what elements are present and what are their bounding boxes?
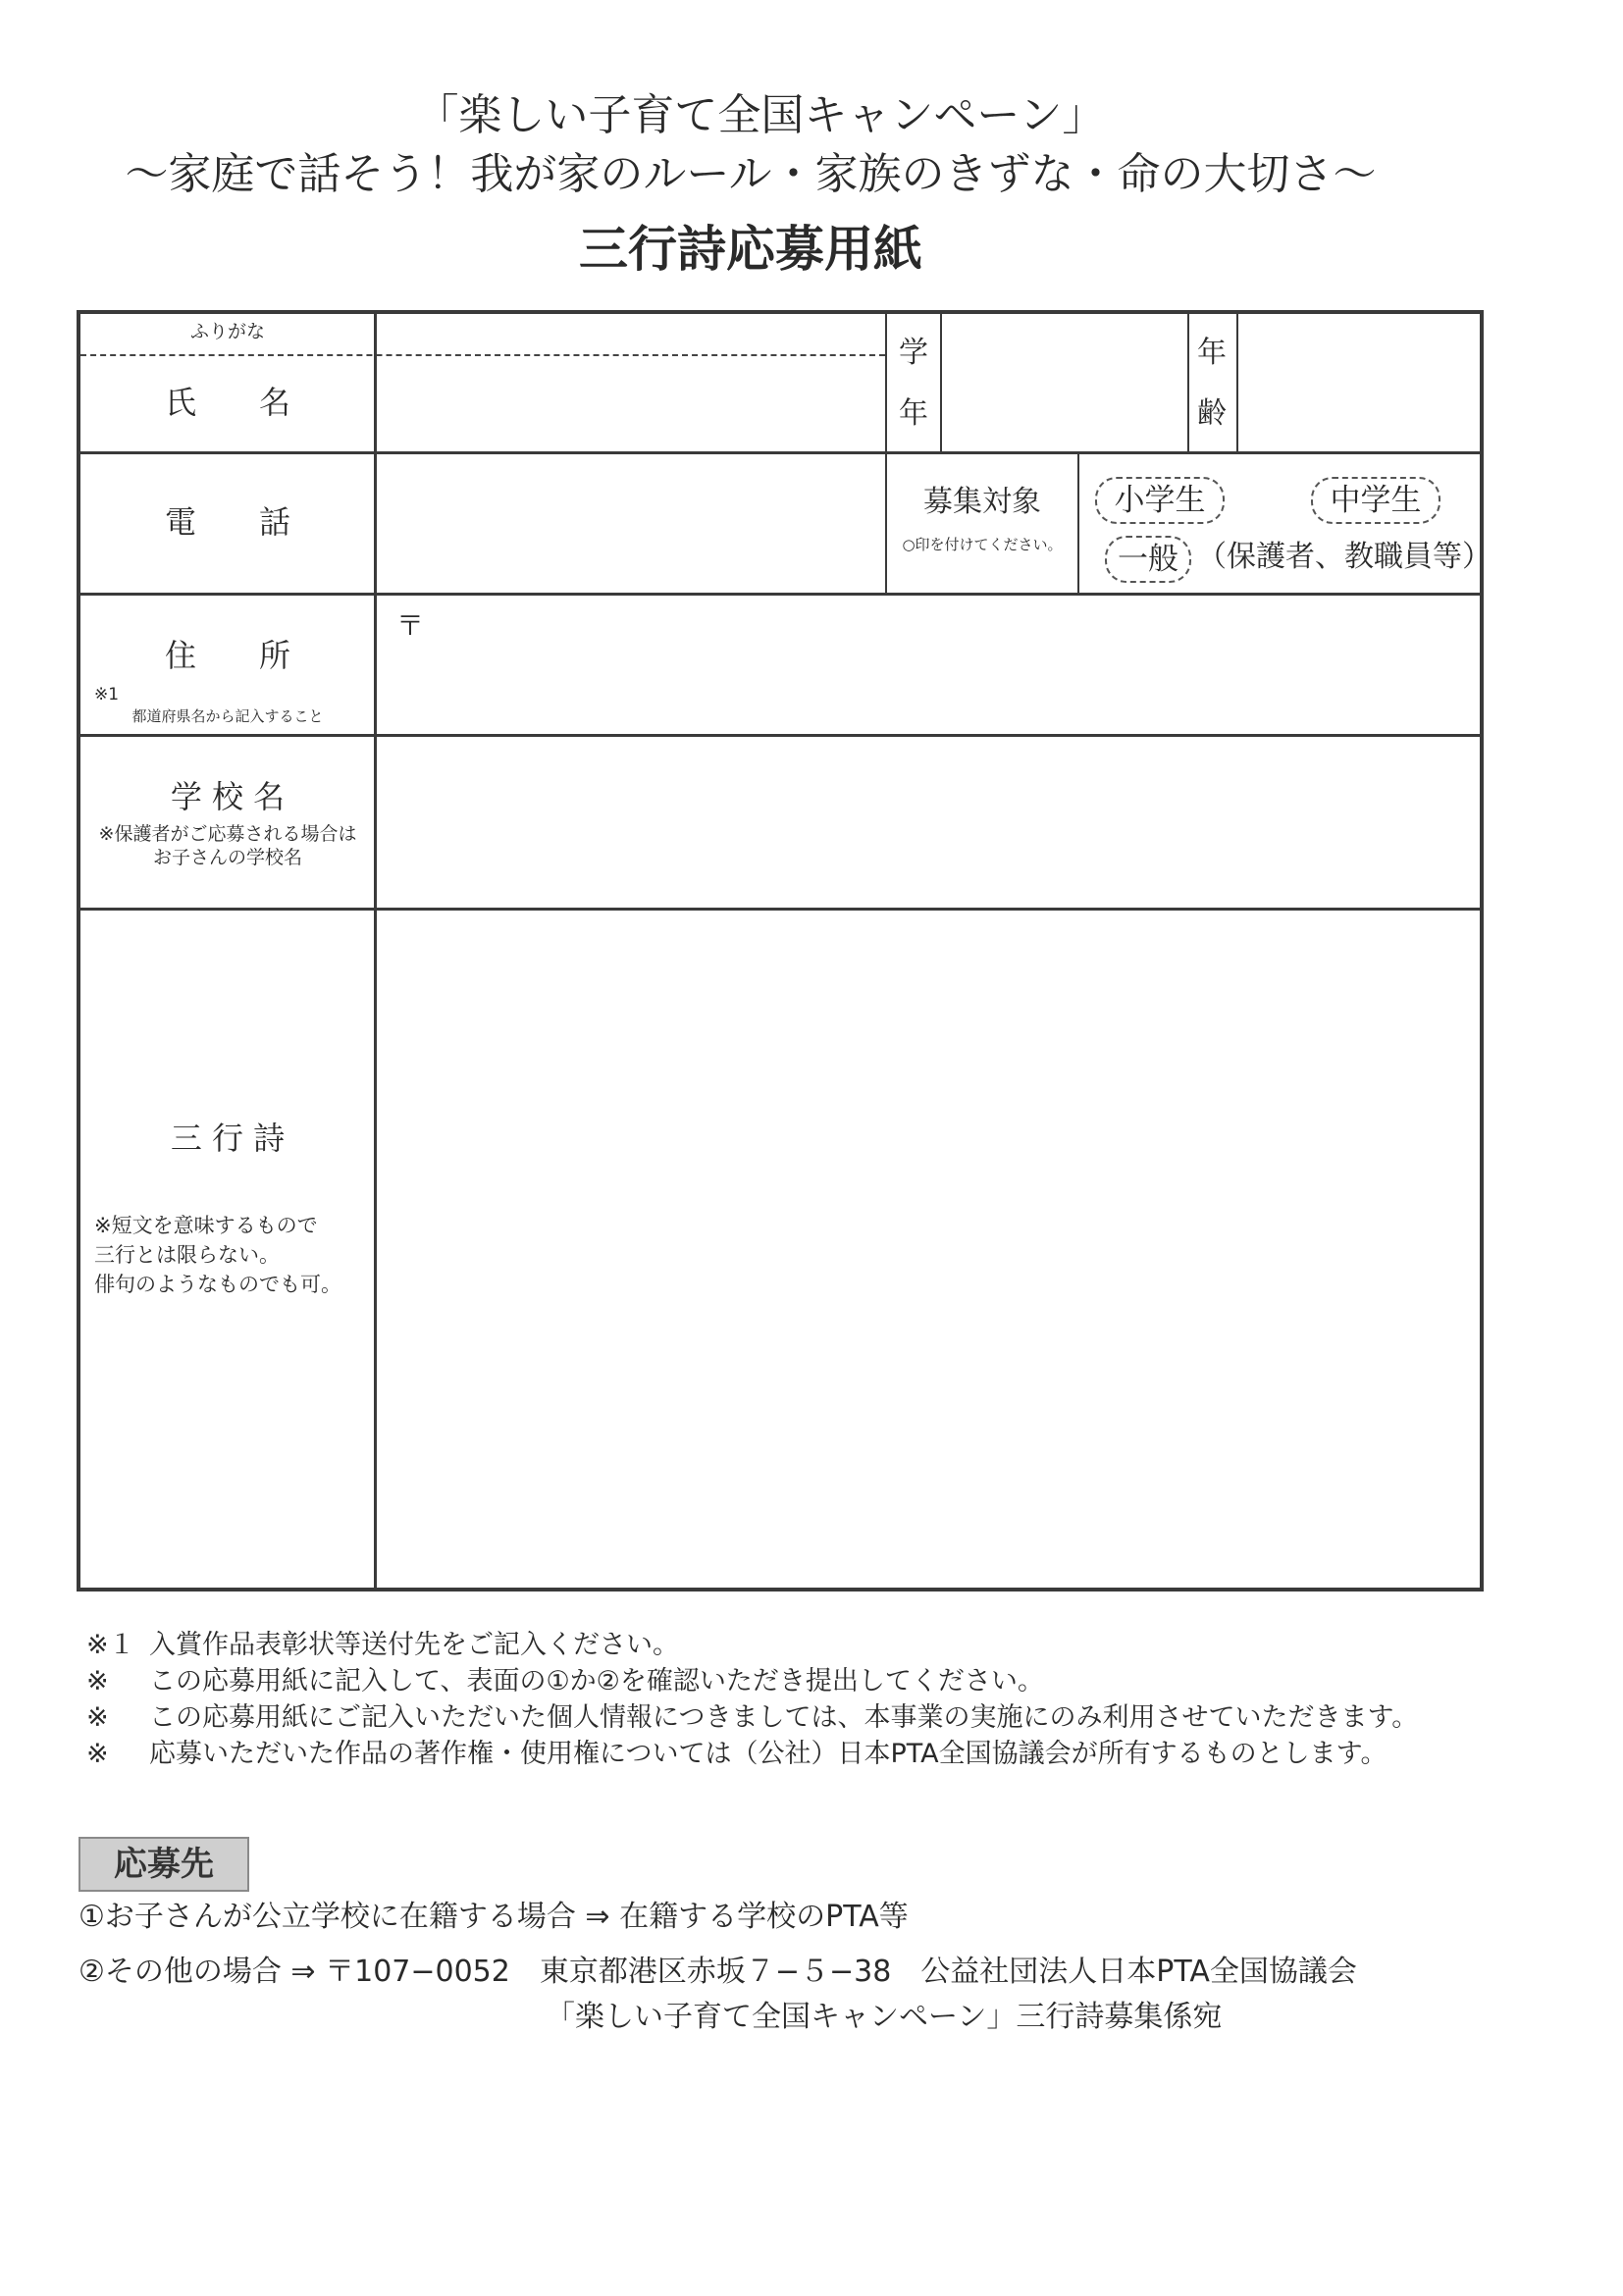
note-text: 応募いただいた作品の著作権・使用権については（公社）日本PTA全国協議会が所有するものとします。 bbox=[149, 1739, 1387, 1769]
age-label-1: 年 bbox=[1197, 336, 1227, 370]
age-input[interactable] bbox=[1240, 314, 1478, 451]
note-mark: ※ bbox=[86, 1739, 109, 1769]
address-input[interactable] bbox=[379, 597, 1478, 732]
poem-note-2: 三行とは限らない。 bbox=[94, 1243, 280, 1267]
note-mark: ※１ bbox=[86, 1630, 135, 1660]
school-note-2: お子さんの学校名 bbox=[152, 847, 302, 868]
grade-label-1: 学 bbox=[899, 336, 928, 370]
grade-label-2: 年 bbox=[899, 396, 928, 431]
category-general-note: （保護者、教職員等） bbox=[1197, 540, 1492, 574]
note-text: 入賞作品表彰状等送付先をご記入ください。 bbox=[149, 1630, 679, 1660]
poem-input[interactable] bbox=[379, 912, 1478, 1587]
address-note-mark: ※1 bbox=[94, 685, 120, 704]
phone-label: 電 話 bbox=[164, 503, 290, 541]
note-mark: ※ bbox=[86, 1666, 109, 1696]
poem-note-1: ※短文を意味するもので bbox=[94, 1214, 318, 1237]
school-note-1: ※保護者がご応募される場合は bbox=[98, 823, 357, 845]
poem-label: 三 行 詩 bbox=[170, 1120, 286, 1157]
phone-input[interactable] bbox=[379, 455, 883, 591]
category-label: 募集対象 bbox=[923, 485, 1041, 519]
name-label: 氏 名 bbox=[164, 384, 290, 421]
category-option-general[interactable]: 一般 bbox=[1105, 536, 1191, 583]
note-text: この応募用紙にご記入いただいた個人情報につきましては、本事業の実施にのみ利用させていただきます。 bbox=[149, 1702, 1419, 1733]
postal-mark: 〒 bbox=[396, 609, 425, 642]
furigana-label: ふりがな bbox=[189, 321, 265, 342]
age-label-2: 齢 bbox=[1197, 396, 1227, 431]
destination-line-3: 「楽しい子育て全国キャンペーン」三行詩募集係宛 bbox=[546, 2000, 1223, 2034]
school-input[interactable] bbox=[379, 738, 1478, 905]
form-title: 三行詩応募用紙 bbox=[579, 221, 922, 278]
poem-note-3: 俳句のようなものでも可。 bbox=[94, 1273, 341, 1296]
category-option-junior-high[interactable]: 中学生 bbox=[1311, 477, 1440, 524]
note-mark: ※ bbox=[86, 1702, 109, 1733]
category-hint: ○印を付けてください。 bbox=[902, 536, 1063, 553]
note-item bbox=[86, 1736, 1418, 1772]
destination-label: 応募先 bbox=[79, 1837, 249, 1892]
notes-list bbox=[86, 1627, 1418, 1772]
address-note: 都道府県名から記入すること bbox=[131, 707, 324, 725]
campaign-title: 「楽しい子育て全国キャンペーン」 bbox=[415, 90, 1106, 140]
furigana-input[interactable] bbox=[379, 316, 883, 353]
destination-line-1: ①お子さんが公立学校に在籍する場合 ⇒ 在籍する学校のPTA等 bbox=[79, 1900, 909, 1934]
note-item bbox=[86, 1663, 1418, 1699]
note-item bbox=[86, 1627, 1418, 1663]
destination-line-2: ②その他の場合 ⇒ 〒107−0052 東京都港区赤坂７−５−38 公益社団法人日本PTA全国協議会 bbox=[79, 1955, 1357, 1989]
school-label: 学 校 名 bbox=[170, 778, 286, 815]
note-text: この応募用紙に記入して、表面の①か②を確認いただき提出してください。 bbox=[149, 1666, 1044, 1696]
campaign-subtitle: 〜家庭で話そう！我が家のルール・家族のきずな・命の大切さ〜 bbox=[125, 149, 1377, 199]
address-label: 住 所 bbox=[164, 637, 290, 674]
note-item bbox=[86, 1699, 1418, 1736]
name-input[interactable] bbox=[379, 357, 883, 449]
category-option-elementary[interactable]: 小学生 bbox=[1095, 477, 1225, 524]
grade-input[interactable] bbox=[944, 314, 1185, 451]
